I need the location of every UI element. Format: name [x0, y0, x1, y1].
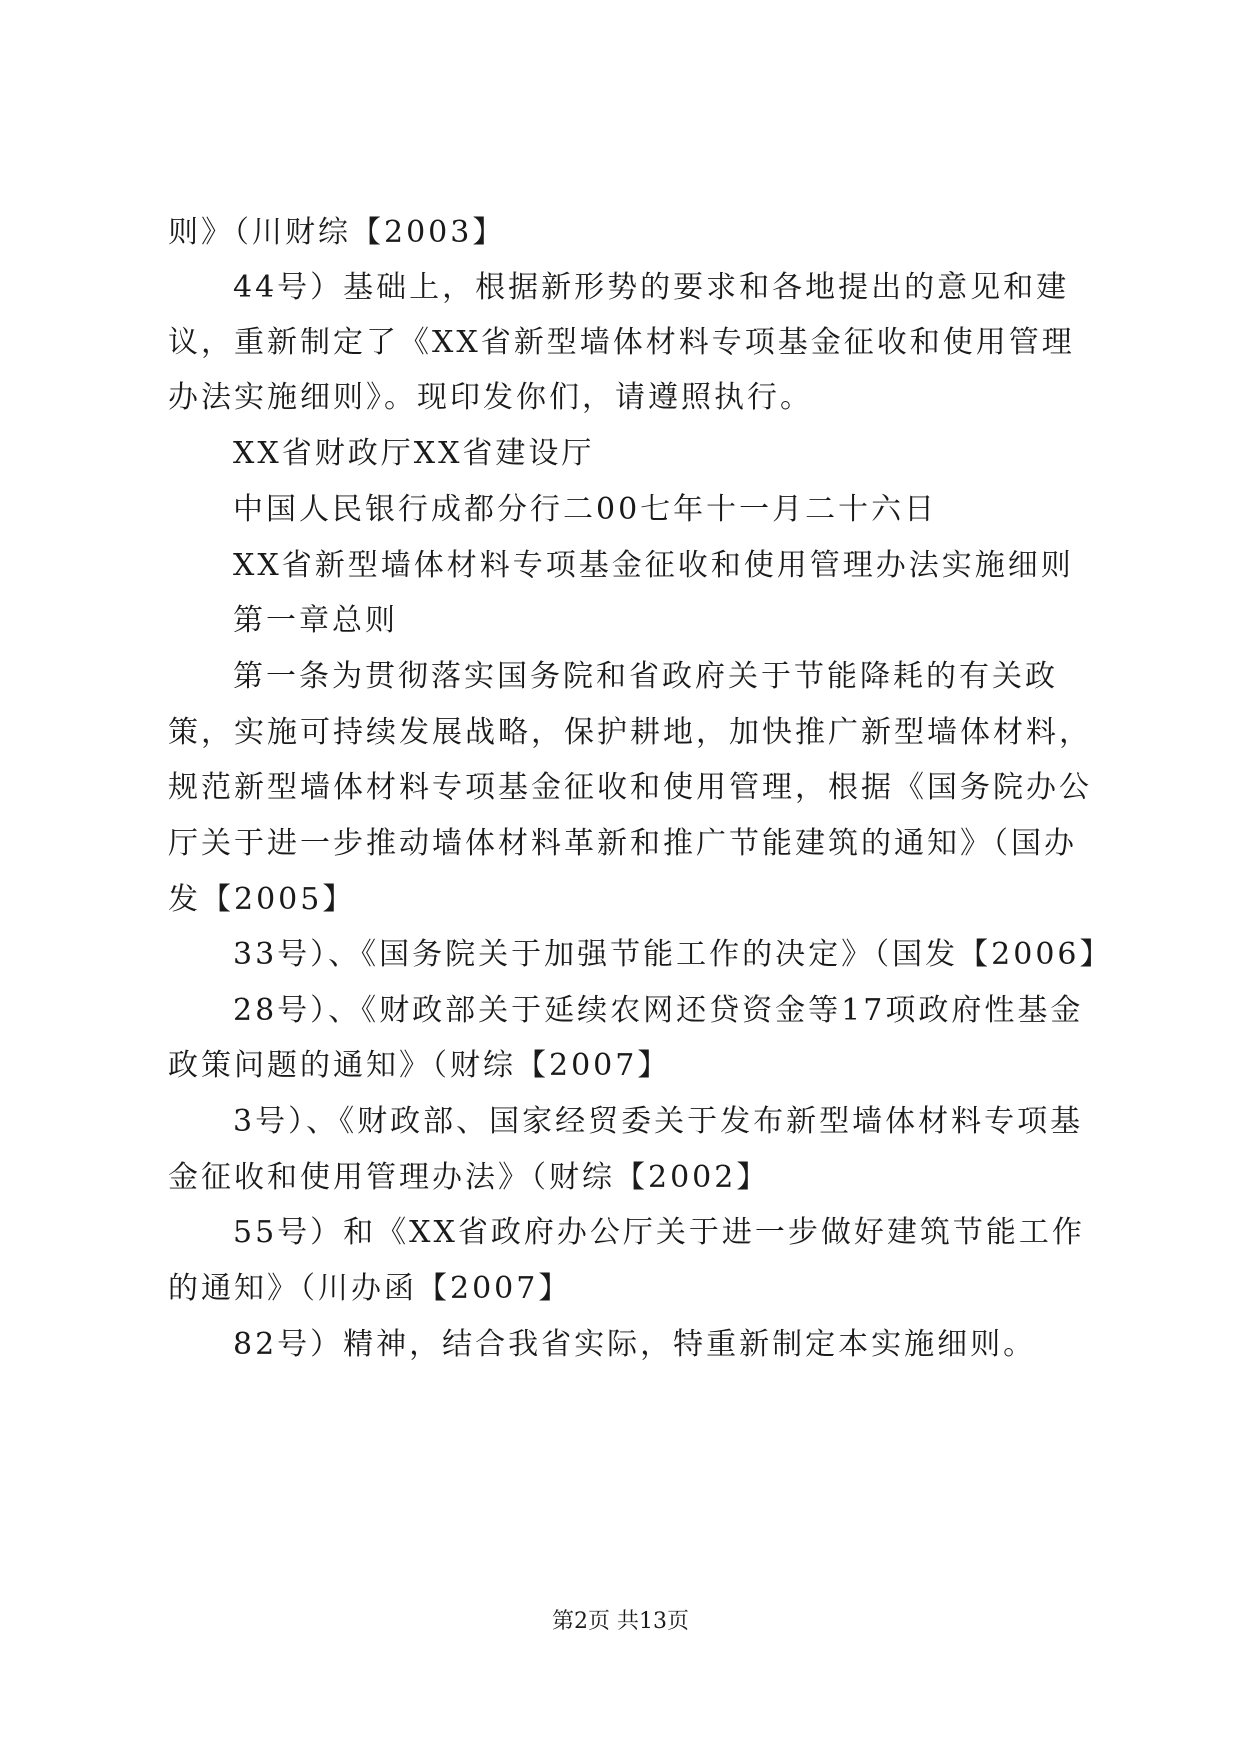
text-line: 议，重新制定了《XX省新型墙体材料专项基金征收和使用管理 [168, 325, 1075, 360]
text-line: 3号）、《财政部、国家经贸委关于发布新型墙体材料专项基 [233, 1104, 1084, 1139]
text-line: 的通知》（川办函【2007】 [168, 1271, 572, 1306]
text-line: 33号）、《国务院关于加强节能工作的决定》（国发【2006】 [233, 937, 1113, 972]
text-line: 厅关于进一步推动墙体材料革新和推广节能建筑的通知》（国办 [168, 826, 1077, 861]
text-line: XX省财政厅XX省建设厅 [233, 436, 595, 471]
text-line: 发【2005】 [168, 882, 356, 917]
text-line: 则》（川财综【2003】 [168, 215, 506, 250]
text-line: 28号）、《财政部关于延续农网还贷资金等17项政府性基金 [233, 993, 1084, 1028]
text-line: 中国人民银行成都分行二00七年十一月二十六日 [233, 492, 938, 527]
text-line: 55号）和《XX省政府办公厅关于进一步做好建筑节能工作 [233, 1215, 1085, 1250]
text-line: 策，实施可持续发展战略，保护耕地，加快推广新型墙体材料， [168, 715, 1092, 750]
text-line: 政策问题的通知》（财综【2007】 [168, 1048, 671, 1083]
text-line: XX省新型墙体材料专项基金征收和使用管理办法实施细则 [233, 548, 1074, 583]
text-line: 第一条为贯彻落实国务院和省政府关于节能降耗的有关政 [233, 659, 1058, 694]
text-line: 44号）基础上，根据新形势的要求和各地提出的意见和建 [233, 270, 1070, 305]
section-heading: 第一章总则 [233, 603, 398, 638]
text-line: 办法实施细则》。现印发你们，请遵照执行。 [168, 380, 813, 415]
page-number-footer: 第2页 共13页 [552, 1609, 689, 1634]
text-line: 规范新型墙体材料专项基金征收和使用管理，根据《国务院办公 [168, 770, 1092, 805]
text-line: 金征收和使用管理办法》（财综【2002】 [168, 1160, 770, 1195]
text-line: 82号）精神，结合我省实际，特重新制定本实施细则。 [233, 1327, 1037, 1362]
